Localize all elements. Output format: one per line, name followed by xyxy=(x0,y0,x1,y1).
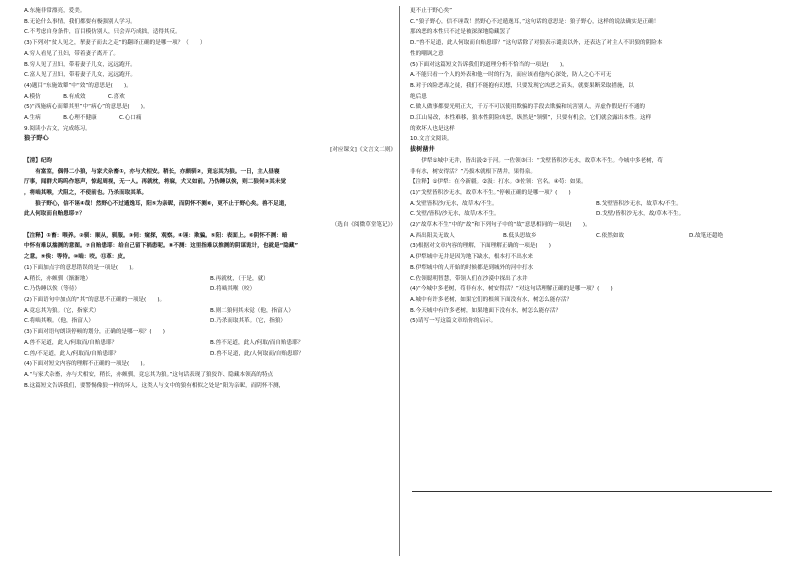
author-label: 【清】纪昀 xyxy=(24,157,52,164)
answer-option: B.则二狼伺其未觉（他，指富人） xyxy=(210,307,294,314)
text-line: C.“狼子野心，信不诬哉！然野心不过遁逸耳，”这句话的意思是：狼子野心，这样的说法确实是正确！ xyxy=(410,18,660,25)
r-question-5: (5)请写一写这篇文章给你的启示。 xyxy=(410,318,497,325)
well-passage xyxy=(410,156,782,177)
passage-line: 厅事，闻群犬呜呜作怒声，惊起周视，无一人。再就枕，将寐，犬又如前。乃伪睡以俟，则二狼伺③其未觉 xyxy=(24,179,287,186)
left-top-lines xyxy=(24,6,396,134)
answer-option: B.伊犁城中的人开始的时候都是到城外的河中打水 xyxy=(410,264,534,271)
r-question-1: (1)“戈壁皆积沙无水，故草木不生。”停顿正确的是哪一项？( ) xyxy=(410,189,571,196)
text-line: (4)题目“东施效颦”中“效”的意思是( )。 xyxy=(24,82,132,89)
text-line: 9.阅读小古文，完成练习。 xyxy=(24,125,91,132)
answer-option: B.兽不足道，此人/何取/而自贻患耶？ xyxy=(210,339,304,346)
option-row xyxy=(410,199,782,210)
r-question-2-options xyxy=(410,231,782,242)
text-line: B.无论什么事情，我们都要有极强别人学习。 xyxy=(24,18,136,25)
answer-option: C.将啮其喉。（他，指富人） xyxy=(24,318,95,325)
text-line: 绝后患 xyxy=(410,93,427,100)
answer-line xyxy=(412,491,772,492)
right-column xyxy=(410,6,782,327)
passage-line: 有富室，偶得二小狼，与家犬杂畜①，亦与犬相安。稍长，亦颇驯②，竟忘其为狼。一日，主人昼寝 xyxy=(24,168,280,175)
r-question-1-options xyxy=(410,199,782,220)
wolf-notes xyxy=(24,231,396,263)
passage-line: 狼子野心，信不诬④哉！然野心不过遁逸耳，阳⑤为亲昵，而阴怀不测⑥，更不止于野心矣。兽不足道， xyxy=(24,200,290,207)
answer-option: C.乃伪睡以俟（等待） xyxy=(24,286,81,293)
answer-option: D.故笔还超绝 xyxy=(689,232,724,239)
answer-option: C.佐领聪明智慧，带领人们在沙漠中探出了水井 xyxy=(410,275,528,282)
question-1: (1)下面加点字的意思错误的是一项是( )。 xyxy=(24,264,137,271)
answer-option: B.低头思故乡 xyxy=(503,232,537,239)
question-4: (4)下面对短文内容的理解不正确的一项是( )。 xyxy=(24,361,149,368)
left-column xyxy=(24,6,396,391)
passage-line: 此人何取而自贻患耶⑦？ xyxy=(24,211,85,218)
text-line: C.富人见了丑妇，带着妻子儿女，远远跑开。 xyxy=(24,72,136,79)
r-question-4-options xyxy=(410,295,782,316)
r-question-3: (3)根据对文章内容的理解，下面理解正确的一项是( ) xyxy=(410,243,551,250)
text-line: 的欢坏人也是这样 xyxy=(410,125,455,132)
option-row xyxy=(24,274,396,285)
passage-line: ，将啮其喉，犬阻之，不使前也。乃杀而取其革。 xyxy=(24,189,148,196)
question-3-options xyxy=(24,338,396,359)
option-row xyxy=(24,349,396,360)
question-4-option-a: A.“与家犬杂畜，亦与犬相安，稍长，亦颇驯，竟忘其为狼。”这句话表现了狼狡诈、隐藏本领高的特点 xyxy=(24,371,274,378)
text-line: 那凶恶的本性只不过是被深深地隐藏罢了 xyxy=(410,29,511,36)
text-line: B.穷人见了丑妇，带着妻子儿女，远远跑开。 xyxy=(24,61,136,68)
text-line: D.江山易改，本性难移，狼本性阴险凶恶，纵然是“领驯”，只要有机会，它们就会露出本性。这样 xyxy=(410,115,652,122)
answer-option: C.依然如故 xyxy=(596,232,625,239)
text-line: A.不能只看一个人的外表和他一时的行为，而应该看他内心深处，防人之心不可无 xyxy=(410,72,612,79)
answer-option: B.今天城中有许多老树，如果地面下没有水，树怎么能存活？ xyxy=(410,307,562,314)
text-line: (5)下面对这篇短文告诉我们的道理分析不恰当的一项是( )。 xyxy=(410,61,568,68)
answer-option: B.再就枕，（于是，就） xyxy=(210,275,269,282)
story-title-well: 拔树凿井 xyxy=(410,146,435,154)
answer-option: A.兽不足道，此人/何取而/自贻患耶？ xyxy=(24,339,118,346)
wolf-passage xyxy=(24,167,396,221)
answer-option: A.城中有许多老树，如果它们的根须下面没有水，树怎么能存活？ xyxy=(410,296,573,303)
text-line: 10.文言文阅读。 xyxy=(410,136,453,143)
passage-line: 非有水，树安得活？”乃拔木就根下凿井，果得泉。 xyxy=(410,168,536,175)
text-line: A.穷人看见了丑妇，带着妻子离开了。 xyxy=(24,50,120,57)
question-3: (3)下面对语句朗读停顿的划分，正确的是哪一项？( ) xyxy=(24,329,165,336)
text-line: D.“兽不足道，此人何取而自贻患耶？”这句话除了对狼表示谴责以外，还表达了对主人不识狼的阴险本 xyxy=(410,40,663,47)
question-1-options xyxy=(24,274,396,295)
answer-option: D.戈壁/皆积沙无水，故/草木不生。 xyxy=(596,211,685,218)
option-row xyxy=(410,209,782,220)
text-line: A.东施非常漂亮，爱美。 xyxy=(24,8,86,14)
answer-option: D.乃杀而取其革。（它，指狼） xyxy=(210,318,287,325)
text-line: C.做人做事都要光明正大，千万不可以使用欺骗的手段去欺骗和坑害别人，弄虚作假是行不通的 xyxy=(410,104,646,111)
text-line: A.模仿 B.有成效 C.喜欢 xyxy=(24,93,125,100)
text-line: (5)“西施病心而颦其里”中“病心”的意思是( )。 xyxy=(24,104,149,111)
note-line: 之意。⑨俟：等待。⑩啮：咬。⑪革：皮。 xyxy=(24,254,129,261)
option-row xyxy=(24,306,396,317)
right-top-lines xyxy=(410,6,782,145)
option-row xyxy=(410,231,782,242)
question-4-option-b: B.这篇短文告诉我们，要警惕像狼一样的坏人，这类人与文中的狼有相似之处是“阳为亲昵，而阴怀不测， xyxy=(24,382,285,389)
text-line: 更不止于野心矣” xyxy=(410,8,453,14)
answer-option: C.兽/不足道，此人/何取而/自贻患耶？ xyxy=(24,350,120,357)
r-question-4: (4)“今城中多老树，苟非有水，树安得活？”对这句话理解正确的是哪一项？( ) xyxy=(410,286,613,293)
passage-source: （选自《阅微草堂笔记》） xyxy=(331,222,396,229)
answer-option: A.稍长，亦颇驯（渐渐地） xyxy=(24,275,92,282)
source-label: [对应课文]《文言文二则》 xyxy=(330,147,396,154)
text-line: 性的嘲讽之意 xyxy=(410,50,444,57)
story-title-wolf: 狼子野心 xyxy=(24,135,49,143)
answer-option: A.戈壁皆积沙/无水，故草木/不生。 xyxy=(410,200,498,207)
passage-line: 伊犁①城中无井，皆出汲②于河。一佐领③曰：“戈壁皆积沙无水，故草木不生。今城中多老树，苟 xyxy=(410,157,663,164)
answer-option: A.西出阳关无故人 xyxy=(410,232,455,239)
option-row xyxy=(24,338,396,349)
answer-option: D.兽不足道，此/人何取而/自贻患耶？ xyxy=(210,350,304,357)
text-line: B.对于凶险恶毒之徒，我们不能抱有幻想，只要发现它凶恶之苗头，就要果断采取措施，以 xyxy=(410,82,634,89)
option-row xyxy=(24,316,396,327)
question-2-options xyxy=(24,306,396,327)
r-question-2: (2)“故草木不生”中的“故”和下列句子中的“故”意思相同的一项是( )。 xyxy=(410,222,591,229)
answer-option: A.竟忘其为狼。（它，指家犬） xyxy=(24,307,100,314)
option-row xyxy=(24,284,396,295)
text-line: C.不考虑自身条件，盲目模仿别人，只会弄巧成拙，适得其反。 xyxy=(24,29,181,36)
text-line: (3)下列对“贫人见之，挈妻子而去之走”的翻译正确的是哪一项？（ ） xyxy=(24,40,206,47)
answer-option: C.戈壁/皆积/沙无水，故草/木不生。 xyxy=(410,211,500,218)
note-line: 【注释】①畜：喂养。②驯：顺从，驯服。③伺：窥探，观察。④诬：欺骗。⑤阳：表面上。⑥阴怀不测：暗 xyxy=(24,232,288,239)
text-line: A.生病 B.心理不健康 C.心口痛 xyxy=(24,115,142,122)
r-question-3-options xyxy=(410,252,782,284)
answer-option: A.伊犁城中无井是因为地下缺水，根本打不出水来 xyxy=(410,254,533,261)
note-line: 中怀有难以揣测的意图。⑦自贻患耶：给自己留下祸患呢。⑧不测：这里指难以推测的阴谋诡计，也就是“隐藏” xyxy=(24,243,299,250)
column-divider xyxy=(399,6,400,556)
answer-option: B.戈壁皆积沙无水，故草木/不生。 xyxy=(596,200,682,207)
answer-option: D.将啮其喉（咬） xyxy=(210,286,256,293)
well-notes: 【注释】①伊犁：在今新疆。②汲：打水。③佐领：官名。④苟：如果。 xyxy=(410,179,587,186)
question-2: (2)下面语句中加点的“其”的意思不正确的一项是( )。 xyxy=(24,296,166,303)
